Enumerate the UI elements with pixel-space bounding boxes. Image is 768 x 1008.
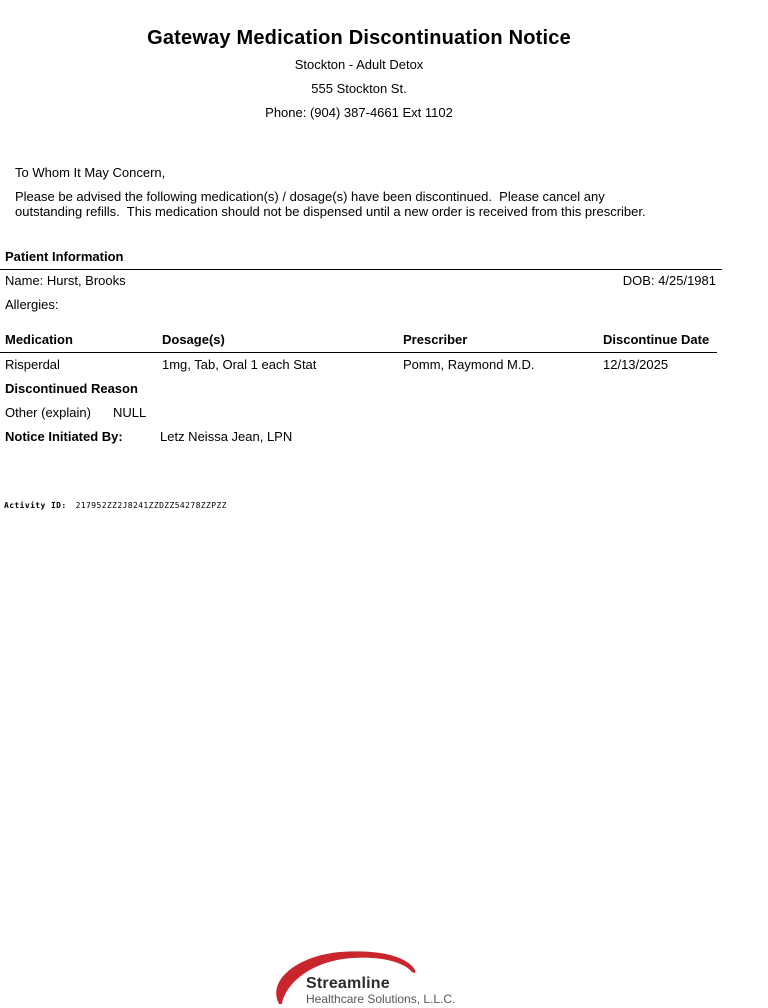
table-header-divider <box>0 352 717 353</box>
body-text-line2: outstanding refills. This medication should not be dispensed until a new order is received from this prescriber. <box>15 204 646 219</box>
activity-id-line <box>4 501 227 510</box>
notice-initiated-by-value: Letz Neissa Jean, LPN <box>160 429 293 444</box>
salutation: To Whom It May Concern, <box>15 165 166 180</box>
allergies-label: Allergies: <box>5 297 59 312</box>
discontinued-reason-heading: Discontinued Reason <box>5 381 138 396</box>
streamline-brand-text: Streamline <box>306 975 390 992</box>
facility-address: 555 Stockton St. <box>311 81 407 96</box>
cell-discontinue-date: 12/13/2025 <box>603 357 669 372</box>
notice-initiated-by-label: Notice Initiated By: <box>5 429 123 444</box>
facility-name: Stockton - Adult Detox <box>294 57 424 72</box>
streamline-subbrand-text: Healthcare Solutions, L.L.C. <box>306 992 456 1006</box>
patient-section-divider <box>0 269 722 270</box>
column-header-medication: Medication <box>5 332 73 347</box>
discontinued-reason-value: NULL <box>113 405 147 420</box>
discontinued-reason-type: Other (explain) <box>5 405 91 420</box>
column-header-prescriber: Prescriber <box>403 332 468 347</box>
facility-phone: Phone: (904) 387-4661 Ext 1102 <box>265 105 453 120</box>
cell-dosage: 1mg, Tab, Oral 1 each Stat <box>162 357 317 372</box>
page-title: Gateway Medication Discontinuation Notice <box>147 27 571 49</box>
column-header-dosage: Dosage(s) <box>162 332 225 347</box>
patient-dob: DOB: 4/25/1981 <box>622 273 716 288</box>
activity-id-value: 217952ZZ2J8241ZZDZZ54278ZZPZZ <box>75 501 227 510</box>
cell-medication: Risperdal <box>5 357 60 372</box>
patient-name: Name: Hurst, Brooks <box>5 273 126 288</box>
body-text-line1: Please be advised the following medication(s) / dosage(s) have been discontinued. Please cancel any <box>15 189 605 204</box>
patient-name-dob-row <box>5 273 716 288</box>
activity-id-label: Activity ID: <box>4 501 67 510</box>
patient-information-heading: Patient Information <box>5 249 124 264</box>
cell-prescriber: Pomm, Raymond M.D. <box>403 357 535 372</box>
column-header-discontinue-date: Discontinue Date <box>603 332 710 347</box>
